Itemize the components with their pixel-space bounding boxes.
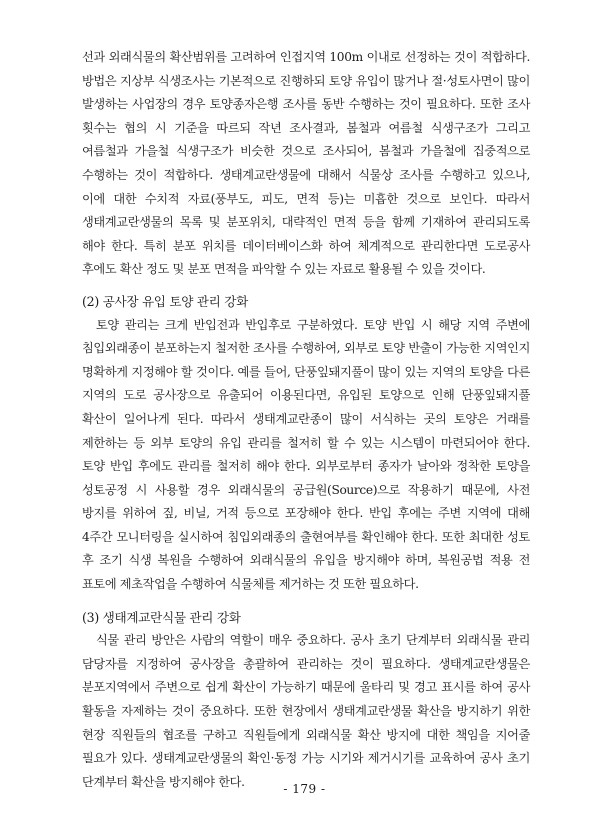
page-content — [82, 46, 530, 794]
section-2-body: 토양 관리는 크게 반입전과 반입후로 구분하였다. 토양 반입 시 해당 지역 주변에 침입외래종이 분포하는지 철저한 조사를 수행하여, 외부로 토양 반출이 가능한 지역인지 명확하게 지정해야 할 것이다. 예를 들어, 단풍잎돼지풀이 많이 있는 지역의 토양을 다른 지역의 도로 공사장으로 유출되어 이용된다면, 유입된 토양으로 인해 단풍잎돼지풀 확산이 일어나게 된다. 따라서 생태계교란종이 많이 서식하는 곳의 토양은 거래를 제한하는 등 외부 토양의 유입 관리를 철저히 할 수 있는 시스템이 마련되어야 한다. 토양 반입 후에도 관리를 철저히 해야 한다. 외부로부터 종자가 날아와 정착한 토양을 성토공정 시 사용할 경우 외래식물의 공급원(Source)으로 작용하기 때문에, 사전 방지를 위하여 짚, 비닐, 거적 등으로 포장해야 한다. 반입 후에는 주변 지역에 대해 4주간 모니터링을 실시하여 침입외래종의 출현여부를 확인해야 한다. 또한 최대한 성토 후 조기 식생 복원을 수행하여 외래식물의 유입을 방지해야 하며, 복원공법 적용 전 표토에 제초작업을 수행하여 식물체를 제거하는 것 또한 필요하다. — [82, 317, 530, 592]
section-3-heading: (3) 생태계교란식물 관리 강화 — [82, 609, 241, 625]
section-2-heading: (2) 공사장 유입 토양 관리 강화 — [82, 293, 248, 309]
page-number: - 179 - — [283, 782, 326, 796]
section-3-body: 식물 관리 방안은 사람의 역할이 매우 중요하다. 공사 초기 단계부터 외래식물 관리 담당자를 지정하여 공사장을 총괄하여 관리하는 것이 필요하다. 생태계교란생물은 분포지역에서 주변으로 쉽게 확산이 가능하기 때문에 울타리 및 경고 표시를 하여 공사 활동을 자제하는 것이 중요하다. 또한 현장에서 생태계교란생물 확산을 방지하기 위한 현장 직원들의 협조를 구하고 직원들에게 외래식물 확산 방지에 대한 책임을 지어줄 필요가 있다. 생태계교란생물의 확인·동정 가능 시기와 제거시기를 교육하여 공사 초기 단계부터 확산을 방지해야 한다. — [82, 633, 530, 789]
intro-paragraph: 선과 외래식물의 확산범위를 고려하여 인접지역 100m 이내로 선정하는 것이 적합하다. 방법은 지상부 식생조사는 기본적으로 진행하되 토양 유입이 많거나 절·성토사면이 많이 발생하는 사업장의 경우 토양종자은행 조사를 동반 수행하는 것이 필요하다. 또한 조사 횟수는 협의 시 기준을 따르되 작년 조사결과, 봄철과 여름철 식생구조가 그리고 여름철과 가을철 식생구조가 비슷한 것으로 조사되어, 봄철과 가을철에 집중적으로 수행하는 것이 적합하다. 생태계교란생물에 대해서 식물상 조사를 수행하고 있으나, 이에 대한 수치적 자료(풍부도, 피도, 면적 등)는 미흡한 것으로 보인다. 따라서 생태계교란생물의 목록 및 분포위치, 대략적인 면적 등을 함께 기재하여 관리되도록 해야 한다. 특히 분포 위치를 데이터베이스화 하여 체계적으로 관리한다면 도로공사 후에도 확산 정도 및 분포 면적을 파악할 수 있는 자료로 활용될 수 있을 것이다. — [82, 50, 530, 277]
